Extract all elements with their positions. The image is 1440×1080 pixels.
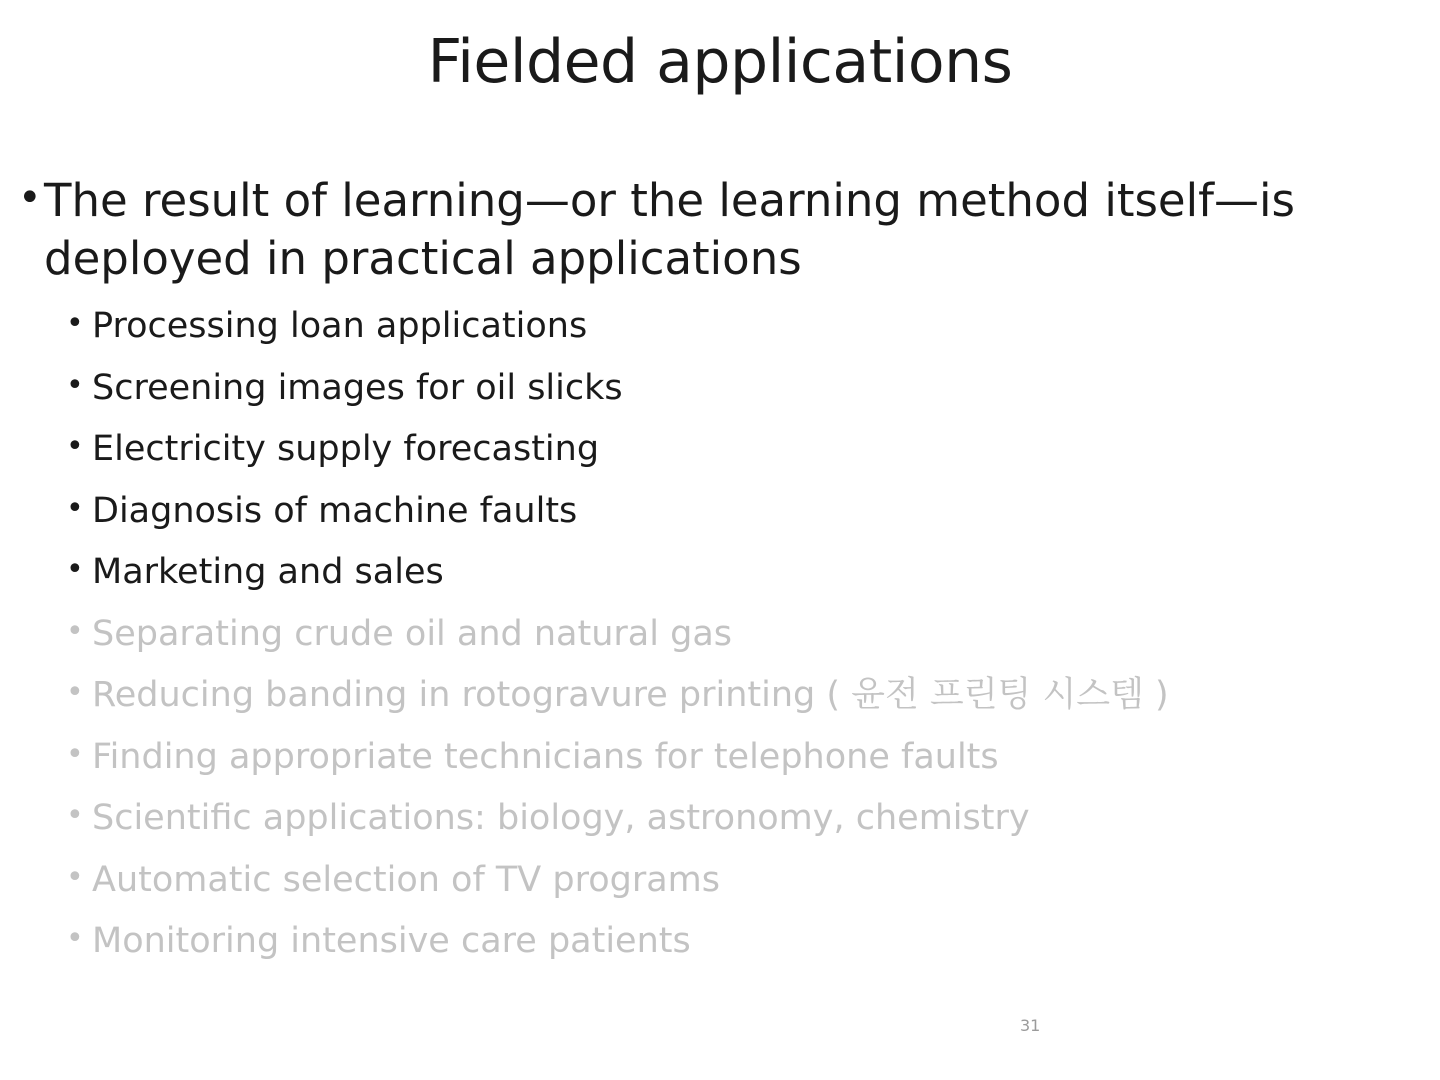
list-item <box>18 172 1418 287</box>
bullet-icon: • <box>66 675 84 711</box>
page-number: 31 <box>1020 1016 1041 1035</box>
bullet-icon: • <box>66 613 84 649</box>
list-item-label: Processing loan applications <box>92 306 588 347</box>
list-item-label: Scientific applications: biology, astronomy, chemistry <box>92 798 1030 839</box>
slide-body <box>18 172 1418 974</box>
bullet-icon: • <box>66 490 84 526</box>
list-item <box>66 666 1418 726</box>
list-item <box>66 543 1418 603</box>
list-item-label: Reducing banding in rotogravure printing ( 윤전 프린팅 시스템 ) <box>92 675 1169 716</box>
bullet-icon: • <box>18 175 42 221</box>
list-item-label: Monitoring intensive care patients <box>92 921 691 962</box>
bullet-icon: • <box>66 429 84 465</box>
list-item-label: Electricity supply forecasting <box>92 429 600 470</box>
list-item <box>66 728 1418 788</box>
list-item-label: Finding appropriate technicians for telephone faults <box>92 736 999 777</box>
list-item <box>66 851 1418 911</box>
list-item <box>66 420 1418 480</box>
bullet-icon: • <box>66 552 84 588</box>
list-item <box>66 912 1418 972</box>
list-item-label: Automatic selection of TV programs <box>92 859 721 900</box>
list-item <box>66 605 1418 665</box>
bullet-icon: • <box>66 859 84 895</box>
list-item <box>66 297 1418 357</box>
list-item-label: Diagnosis of machine faults <box>92 490 578 531</box>
bullet-icon: • <box>66 367 84 403</box>
list-item-label: Separating crude oil and natural gas <box>92 613 732 654</box>
list-item-label: Marketing and sales <box>92 552 444 593</box>
list-item-label: The result of learning—or the learning method itself—is deployed in practical applications <box>44 174 1295 285</box>
list-item <box>66 789 1418 849</box>
list-item <box>66 359 1418 419</box>
bullet-icon: • <box>66 921 84 957</box>
bullet-icon: • <box>66 736 84 772</box>
bullet-icon: • <box>66 798 84 834</box>
bullet-icon: • <box>66 306 84 342</box>
list-item-label: Screening images for oil slicks <box>92 367 623 408</box>
list-item <box>66 482 1418 542</box>
page-title: Fielded applications <box>427 27 1013 97</box>
